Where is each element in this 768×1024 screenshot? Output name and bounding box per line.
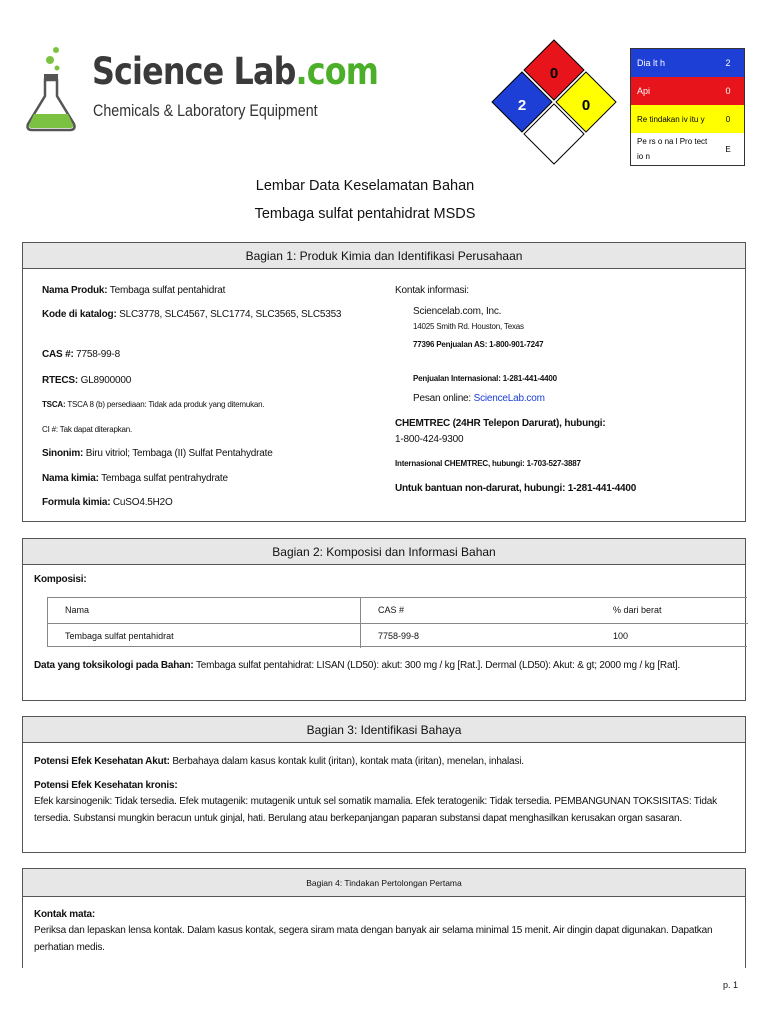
- toxicology-data: Data yang toksikologi pada Bahan: Tembaga sulfat pentahidrat: LISAN (LD50): akut: 300 mg / kg [Rat.]. Dermal (LD50): Akut: & gt; 2000 mg / kg [Rat].: [34, 660, 681, 671]
- table-row: Tembaga sulfat pentahidrat 7758-99-8 100: [48, 623, 748, 648]
- contact-heading: Kontak informasi:: [395, 285, 469, 296]
- ci-number: CI #: Tak dapat diterapkan.: [42, 425, 133, 434]
- page-number: p. 1: [722, 980, 738, 990]
- sciencelab-logo: [20, 44, 379, 134]
- nfpa-health-value: 2: [517, 97, 527, 114]
- table-header-row: [48, 598, 748, 623]
- document-title: Lembar Data Keselamatan Bahan: [255, 178, 475, 194]
- section-4: [22, 868, 746, 968]
- chemtrec-phone: 1-800-424-9300: [395, 434, 464, 445]
- section-3: [22, 716, 746, 853]
- nfpa-diamond: [490, 38, 618, 166]
- brand-name: Science Lab.com: [92, 50, 379, 93]
- section-4-heading: Bagian 4: Tindakan Pertolongan Pertama: [23, 869, 745, 897]
- chemical-name: Nama kimia: Tembaga sulfat pentrahydrate: [42, 473, 228, 484]
- section-2: [22, 538, 746, 701]
- composition-label: Komposisi:: [34, 574, 87, 585]
- hazard-row-protection: Pe rs o na l Pro tect io n E: [631, 133, 744, 165]
- chemical-formula: Formula kimia: CuSO4.5H2O: [42, 497, 173, 508]
- flask-icon: [20, 44, 80, 134]
- company-name: Sciencelab.com, Inc.: [413, 306, 502, 317]
- chronic-health-label: Potensi Efek Kesehatan kronis:: [34, 780, 178, 791]
- document-subtitle: Tembaga sulfat pentahidrat MSDS: [254, 206, 476, 222]
- intl-chemtrec: Internasional CHEMTREC, hubungi: 1-703-527-3887: [395, 459, 581, 468]
- composition-table: [47, 597, 747, 647]
- product-name: Nama Produk: Tembaga sulfat pentahidrat: [42, 285, 226, 296]
- col-header-weight: % dari berat: [613, 605, 662, 615]
- tsca: TSCA: TSCA 8 (b) persediaan: Tidak ada produk yang ditemukan.: [42, 400, 265, 409]
- cas-number: CAS #: 7758-99-8: [42, 349, 120, 360]
- hazard-row-health: Dia lt h 2: [631, 49, 744, 77]
- chronic-health-text: Efek karsinogenik: Tidak tersedia. Efek mutagenik: mutagenik untuk sel somatik mamalia. Efek teratogenik: Tidak tersedia. PEMBANGUNAN TOKSISITAS: Tidak tersedia. Substansi mungkin beracun untuk ginjal, hati. Berulang atau berkepanjangan paparan substansi dapat menghasilkan kerusakan organ sasaran.: [34, 796, 717, 824]
- hazard-row-fire: Api 0: [631, 77, 744, 105]
- catalog-code: Kode di katalog: SLC3778, SLC4567, SLC1774, SLC3565, SLC5353: [42, 309, 342, 320]
- brand-tagline: Chemicals & Laboratory Equipment: [93, 101, 318, 120]
- acute-health-effects: Potensi Efek Kesehatan Akut: Berbahaya dalam kasus kontak kulit (iritan), kontak mata (iritan), menelan, inhalasi.: [34, 756, 524, 767]
- hazard-rating-table: [630, 48, 745, 166]
- section-2-heading: Bagian 2: Komposisi dan Informasi Bahan: [23, 539, 745, 565]
- nfpa-reactivity-value: 0: [581, 97, 591, 114]
- section-1-heading: Bagian 1: Produk Kimia dan Identifikasi Perusahaan: [23, 243, 745, 269]
- eye-contact-text: Periksa dan lepaskan lensa kontak. Dalam kasus kontak, segera siram mata dengan banyak air selama minimal 15 menit. Air dingin dapat digunakan. Dapatkan perhatian medis.: [34, 925, 713, 953]
- section-1: [22, 242, 746, 522]
- col-header-name: Nama: [65, 605, 90, 615]
- hazard-row-reactivity: Re tindakan iv itu y 0: [631, 105, 744, 133]
- section-3-heading: Bagian 3: Identifikasi Bahaya: [23, 717, 745, 743]
- chemtrec-label: CHEMTREC (24HR Telepon Darurat), hubungi:: [395, 418, 606, 429]
- us-sales-phone: 77396 Penjualan AS: 1-800-901-7247: [413, 340, 544, 349]
- order-online: Pesan online: ScienceLab.com: [413, 393, 545, 404]
- eye-contact-label: Kontak mata:: [34, 909, 95, 920]
- synonyms: Sinonim: Biru vitriol; Tembaga (II) Sulfat Pentahydrate: [42, 448, 273, 459]
- col-header-cas: CAS #: [378, 605, 405, 615]
- company-address: 14025 Smith Rd. Houston, Texas: [413, 322, 524, 331]
- sciencelab-link[interactable]: ScienceLab.com: [473, 393, 545, 404]
- nfpa-fire-value: 0: [549, 65, 559, 82]
- intl-sales-phone: Penjualan Internasional: 1-281-441-4400: [413, 374, 557, 383]
- rtecs: RTECS: GL8900000: [42, 375, 132, 386]
- non-emergency-phone: Untuk bantuan non-darurat, hubungi: 1-281-441-4400: [395, 483, 637, 494]
